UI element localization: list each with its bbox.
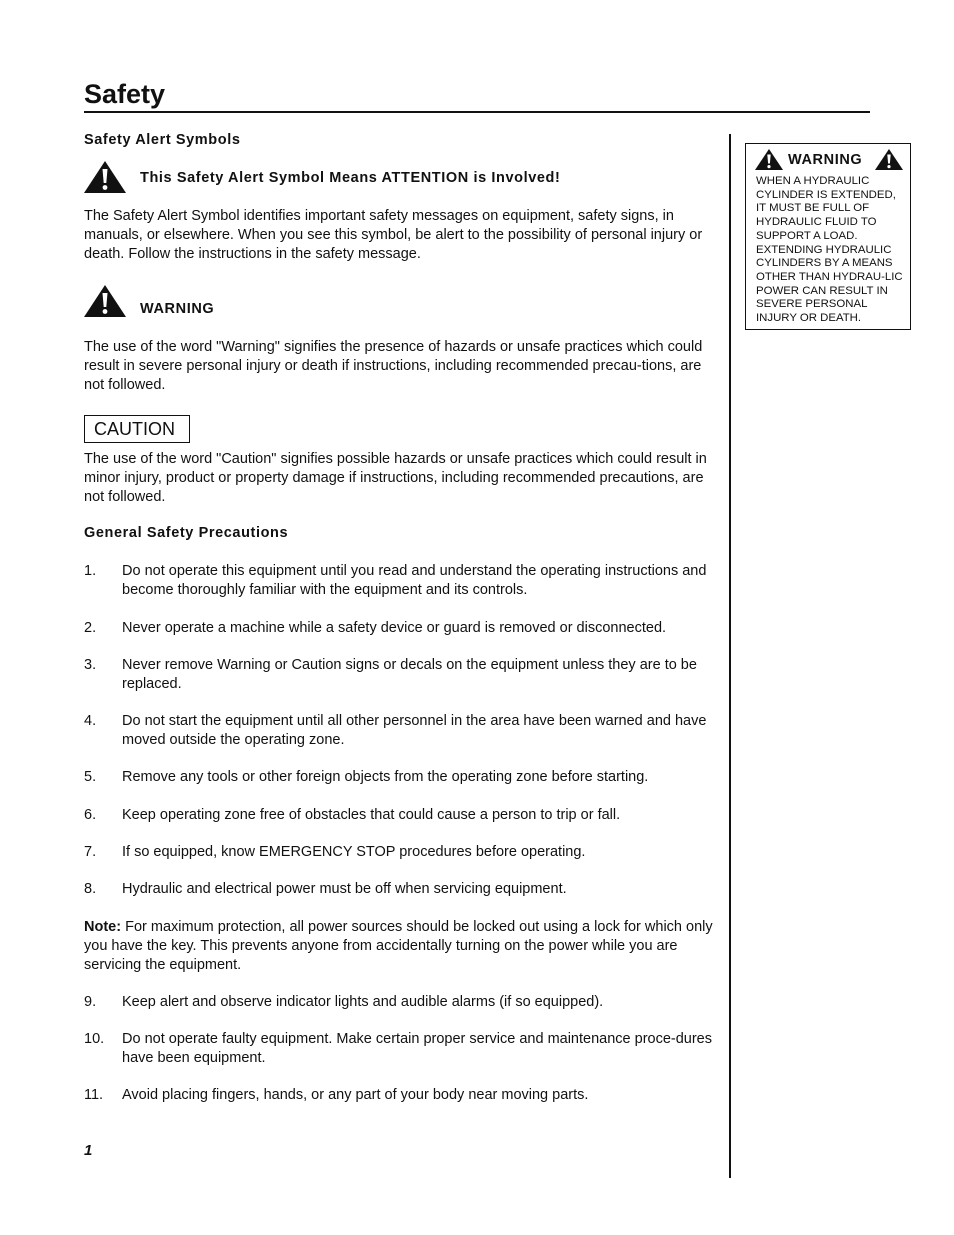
sidebar-warning-text: WHEN A HYDRAULIC CYLINDER IS EXTENDED, IT MUST BE FULL OF HYDRAULIC FLUID TO SUPPORT A LOAD. EXTENDING HYDRAULIC CYLINDERS BY A MEANS OTHER THAN HYDRAU-LIC POWER CAN RESULT IN SEVERE PERSONAL INJURY OR DEATH.	[756, 175, 903, 325]
sidebar-warning-header	[754, 148, 904, 172]
list-item-number: 3.	[84, 657, 97, 673]
column-divider	[729, 134, 731, 1178]
list-item	[84, 768, 712, 787]
attention-paragraph: The Safety Alert Symbol identifies important safety messages on equipment, safety signs, in manuals, or elsewhere. When you see this symbol, be alert to the possibility of personal injury or death. Follow the instructions in the safety message.	[84, 208, 703, 262]
list-item-number: 2.	[84, 620, 97, 636]
sidebar-warning-title: WARNING	[788, 152, 863, 168]
list-item-number: 8.	[84, 881, 97, 897]
list-item-text: Do not operate this equipment until you read and understand the operating instructions and become thoroughly familiar with the equipment and its controls.	[122, 563, 707, 598]
attention-label: This Safety Alert Symbol Means ATTENTION is Involved!	[140, 170, 561, 186]
section-heading-precautions: General Safety Precautions	[84, 525, 289, 541]
list-item-text: Avoid placing fingers, hands, or any part of your body near moving parts.	[122, 1087, 589, 1103]
list-item	[84, 712, 712, 750]
list-item-number: 7.	[84, 844, 97, 860]
warning-triangle-icon	[754, 148, 784, 171]
section-heading-alert-symbols: Safety Alert Symbols	[84, 132, 241, 148]
sidebar-warning-box	[745, 143, 911, 330]
list-item-text: If so equipped, know EMERGENCY STOP procedures before operating.	[122, 844, 586, 860]
note-text: For maximum protection, all power sources should be locked out using a lock for which only you have the key. This prevents anyone from accidentally turning on the power while you are servicing the equipment.	[84, 919, 713, 973]
caution-paragraph: The use of the word "Caution" signifies possible hazards or unsafe practices which could result in minor injury, product or property damage if instructions, including recommended precautions, are not followed.	[84, 451, 707, 505]
page-number: 1	[84, 1142, 93, 1159]
list-item-number: 11.	[84, 1087, 104, 1103]
warning-triangle-icon	[874, 148, 904, 171]
list-item-text: Remove any tools or other foreign objects from the operating zone before starting.	[122, 769, 649, 785]
warning-triangle-icon	[83, 284, 127, 318]
note-label: Note:	[84, 919, 122, 935]
warning-paragraph: The use of the word "Warning" signifies the presence of hazards or unsafe practices which could result in severe personal injury or death if instructions, including recommended precau-tions, are not followed.	[84, 339, 703, 393]
list-item	[84, 656, 712, 694]
page-title: Safety	[84, 79, 166, 109]
warning-label: WARNING	[140, 301, 215, 317]
list-item-text: Do not start the equipment until all other personnel in the area have been warned and have moved outside the operating zone.	[122, 713, 707, 748]
list-item	[84, 619, 712, 638]
list-item	[84, 562, 712, 600]
list-item-number: 1.	[84, 563, 97, 579]
list-item-text: Never operate a machine while a safety device or guard is removed or disconnected.	[122, 620, 667, 636]
note-paragraph	[84, 918, 714, 975]
list-item	[84, 806, 712, 825]
list-item	[84, 1086, 712, 1105]
list-item	[84, 843, 712, 862]
caution-label: CAUTION	[94, 419, 175, 439]
list-item-text: Keep operating zone free of obstacles that could cause a person to trip or fall.	[122, 807, 621, 823]
list-item-number: 9.	[84, 994, 97, 1010]
title-rule	[84, 111, 870, 113]
list-item-text: Hydraulic and electrical power must be off when servicing equipment.	[122, 881, 567, 897]
list-item	[84, 993, 712, 1012]
list-item	[84, 880, 712, 899]
list-item	[84, 1030, 712, 1068]
list-item-text: Keep alert and observe indicator lights and audible alarms (if so equipped).	[122, 994, 604, 1010]
caution-label-box	[84, 415, 190, 443]
list-item-text: Do not operate faulty equipment. Make certain proper service and maintenance proce-dures have been equipment.	[122, 1031, 712, 1066]
list-item-number: 4.	[84, 713, 97, 729]
list-item-number: 6.	[84, 807, 97, 823]
list-item-number: 10.	[84, 1031, 105, 1047]
list-item-text: Never remove Warning or Caution signs or decals on the equipment unless they are to be replaced.	[122, 657, 697, 692]
list-item-number: 5.	[84, 769, 97, 785]
warning-triangle-icon	[83, 160, 127, 194]
